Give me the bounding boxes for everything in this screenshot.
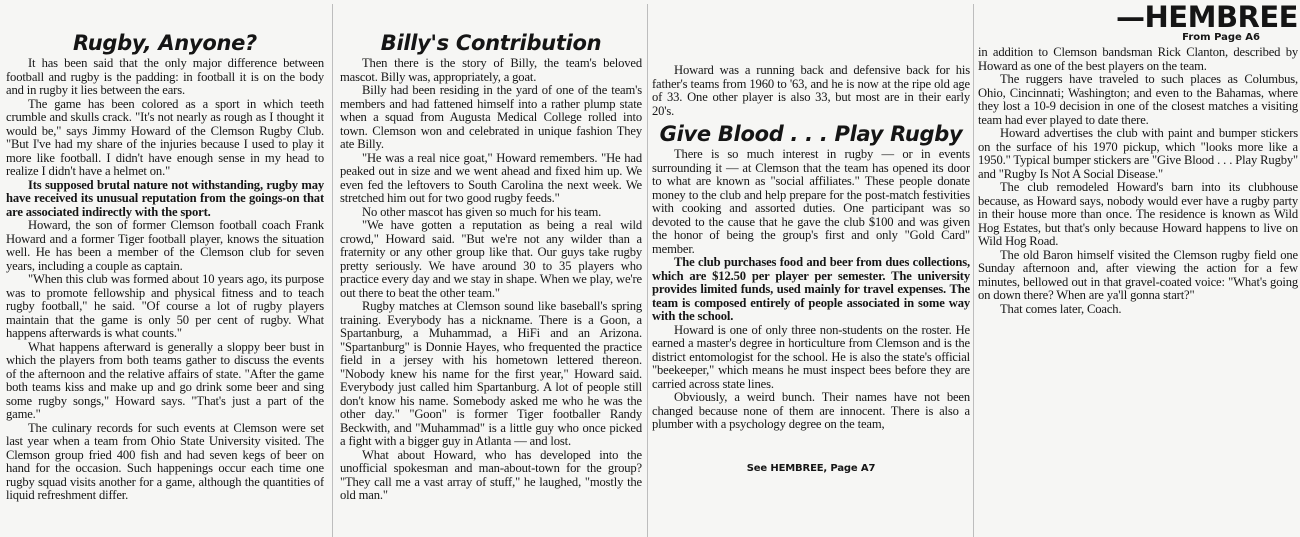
paragraph: The game has been colored as a sport in which teeth crumble and skulls crack. "It's not nearly as rough as I thought it would be," says Jimmy Howard of the Clemson Rugby Club. "But I've had my share of the injuries because I used to play it more like football. I didn't have enough sense in my head to realize I didn't have a helmet on." — [6, 96, 324, 178]
paragraph: Rugby matches at Clemson sound like baseball's spring training. Everybody has a nickname. There is a Goon, a Spartanburg, a Muhammad, a HiFi and an Arizona. "Spartanburg" is Donnie Hayes, who frequented the practice field in a jersey with his hometown lettered thereon. "Nobody knew his name for the first year," Howard said. Everybody just called him Spartanburg. A lot of people still don't know his name. Somebody asked me who he was the other day." "Goon" is former Tiger footballer Randy Beckwith, and "Muhammad" is a little guy who once picked a fight with a bigger guy in Atlanta — and lost. — [340, 299, 642, 448]
paragraph: Howard advertises the club with paint and bumper stickers on the surface of his 1970 pickup, which "looks more like a 1950." Typical bumper stickers are "Give Blood . . . Play Rugby" and "Rugby Is Not A Social Disease." — [978, 126, 1298, 181]
column-rule — [647, 4, 648, 537]
paragraph: The club remodeled Howard's barn into its clubhouse because, as Howard says, nobody would ever have a rugby party in their house more than once. The residence is known as Wild Hog Estates, but that's only because Howard happens to live on Wild Hog Road. — [978, 180, 1298, 248]
article-column-2 — [340, 0, 642, 537]
subheading-billys-contribution: Billy's Contribution — [380, 31, 602, 55]
paragraph: That comes later, Coach. — [1000, 301, 1122, 316]
paragraph: Howard was a running back and defensive back for his father's teams from 1960 to '63, and he is now at the ripe old age of 33. One other player is also 33, but most are in their early 20's. — [652, 63, 970, 118]
article-column-3 — [652, 0, 970, 537]
paragraph: "When this club was formed about 10 years ago, its purpose was to promote fellowship and physical fitness and to teach rugby football," he said. "Of course a lot of rugby players maintain that the game is only 50 per cent of rugby. What happens afterwards is what counts." — [6, 272, 324, 340]
paragraph: "We have gotten a reputation as being a real wild crowd," Howard said. "But we're not any wilder than a fraternity or any other group like that. Our guys take rugby pretty seriously. We have around 30 to 35 players who practice every day and we stay in shape. When we play, we're out there to beat the other team." — [340, 218, 642, 300]
from-page-line: From Page A6 — [1182, 32, 1260, 43]
paragraph: Howard is one of only three non-students on the roster. He earned a master's degree in horticulture from Clemson and is the district entomologist for the school. He is also the state's official "beekeeper," which means he must inspect bees before they are carried across state lines. — [652, 322, 970, 391]
paragraph: No other mascot has given so much for his team. — [362, 204, 602, 219]
jump-line: See HEMBREE, Page A7 — [746, 462, 876, 474]
article-column-1 — [6, 0, 324, 537]
paragraph: in addition to Clemson bandsman Rick Clanton, described by Howard as one of the best players on the team. — [978, 45, 1298, 73]
paragraph: It has been said that the only major difference between football and rugby is the padding: in football it is on the body and in rugby it lies between the ears. — [6, 56, 324, 97]
paragraph: "He was a real nice goat," Howard remembers. "He had peaked out in size and we went ahead and fixed him up. We even fed the leftovers to South Carolina the next week. We stretched him out for two good rugby feeds." — [340, 150, 642, 205]
paragraph: Howard, the son of former Clemson football coach Frank Howard and a former Tiger football player, knows the situation well. He has been a member of the Clemson club for seven years, including a couple as captain. — [6, 218, 324, 273]
paragraph: What about Howard, who has developed into the unofficial spokesman and man-about-town for the group? "They call me a vast array of stuff," he laughed, "mostly the old man." — [340, 447, 642, 502]
paragraph: There is so much interest in rugby — or in events surrounding it — at Clemson that the team has opened its door to what are known as "social affiliates." These people donate money to the club and help prepare for the post-match festivities with cooking and assorted duties. One participant was so devoted to the cause that he gave the club $100 and was given the honor of being the group's first and only "Gold Card" member. — [652, 147, 970, 256]
paragraph: The old Baron himself visited the Clemson rugby field one Sunday afternoon and, after viewing the action for a few minutes, bellowed out in that gravel-coated voice: "What's going on down there? When are ya'll gonna start?" — [978, 247, 1298, 302]
continuation-header: —HEMBREE — [1116, 0, 1298, 34]
paragraph: Obviously, a weird bunch. Their names have not been changed because none of them are innocent. There is also a plumber with a psychology degree on the team, — [652, 390, 970, 431]
subheading-give-blood: Give Blood . . . Play Rugby — [659, 122, 963, 146]
paragraph: The ruggers have traveled to such places as Columbus, Ohio, Cincinnati; Washington; and even to the Bahamas, where they lost a 10-9 decision in one of the closest matches a visiting team had ever played to date there. — [978, 72, 1298, 127]
paragraph: Then there is the story of Billy, the team's beloved mascot. Billy was, appropriately, a goat. — [340, 56, 642, 84]
paragraph: Billy had been residing in the yard of one of the team's members and had fattened himself into a rather plump state when a squad from Augusta Medical College rolled into town. Clemson won and celebrated in unique fashion They ate Billy. — [340, 83, 642, 151]
column-rule — [973, 4, 974, 537]
paragraph: Its supposed brutal nature not withstanding, rugby may have received its unusual reputation from the goings-on that are associated indirectly with the sport. — [6, 177, 324, 219]
column-rule — [332, 4, 333, 537]
article-column-4 — [978, 0, 1298, 537]
paragraph: The club purchases food and beer from dues collections, which are $12.50 per player per semester. The university provides limited funds, used mainly for travel expenses. The team is composed entirely of people associated in some way with the school. — [652, 255, 970, 323]
paragraph: What happens afterward is generally a sloppy beer bust in which the players from both teams gather to discuss the events of the afternoon and the relative affairs of state. "After the game both teams kiss and make up and go drink some beer and sing some rugby songs," Howard says. "That's just a part of the game." — [6, 339, 324, 421]
subheading-rugby-anyone: Rugby, Anyone? — [73, 31, 257, 55]
paragraph: The culinary records for such events at Clemson were set last year when a team from Ohio State University visited. The Clemson group fried 400 fish and had seven kegs of beer on hand for the occasion. Such happenings occur each time one rugby squad visits another for a game, although the quantities of liquid refreshment differ. — [6, 420, 324, 502]
